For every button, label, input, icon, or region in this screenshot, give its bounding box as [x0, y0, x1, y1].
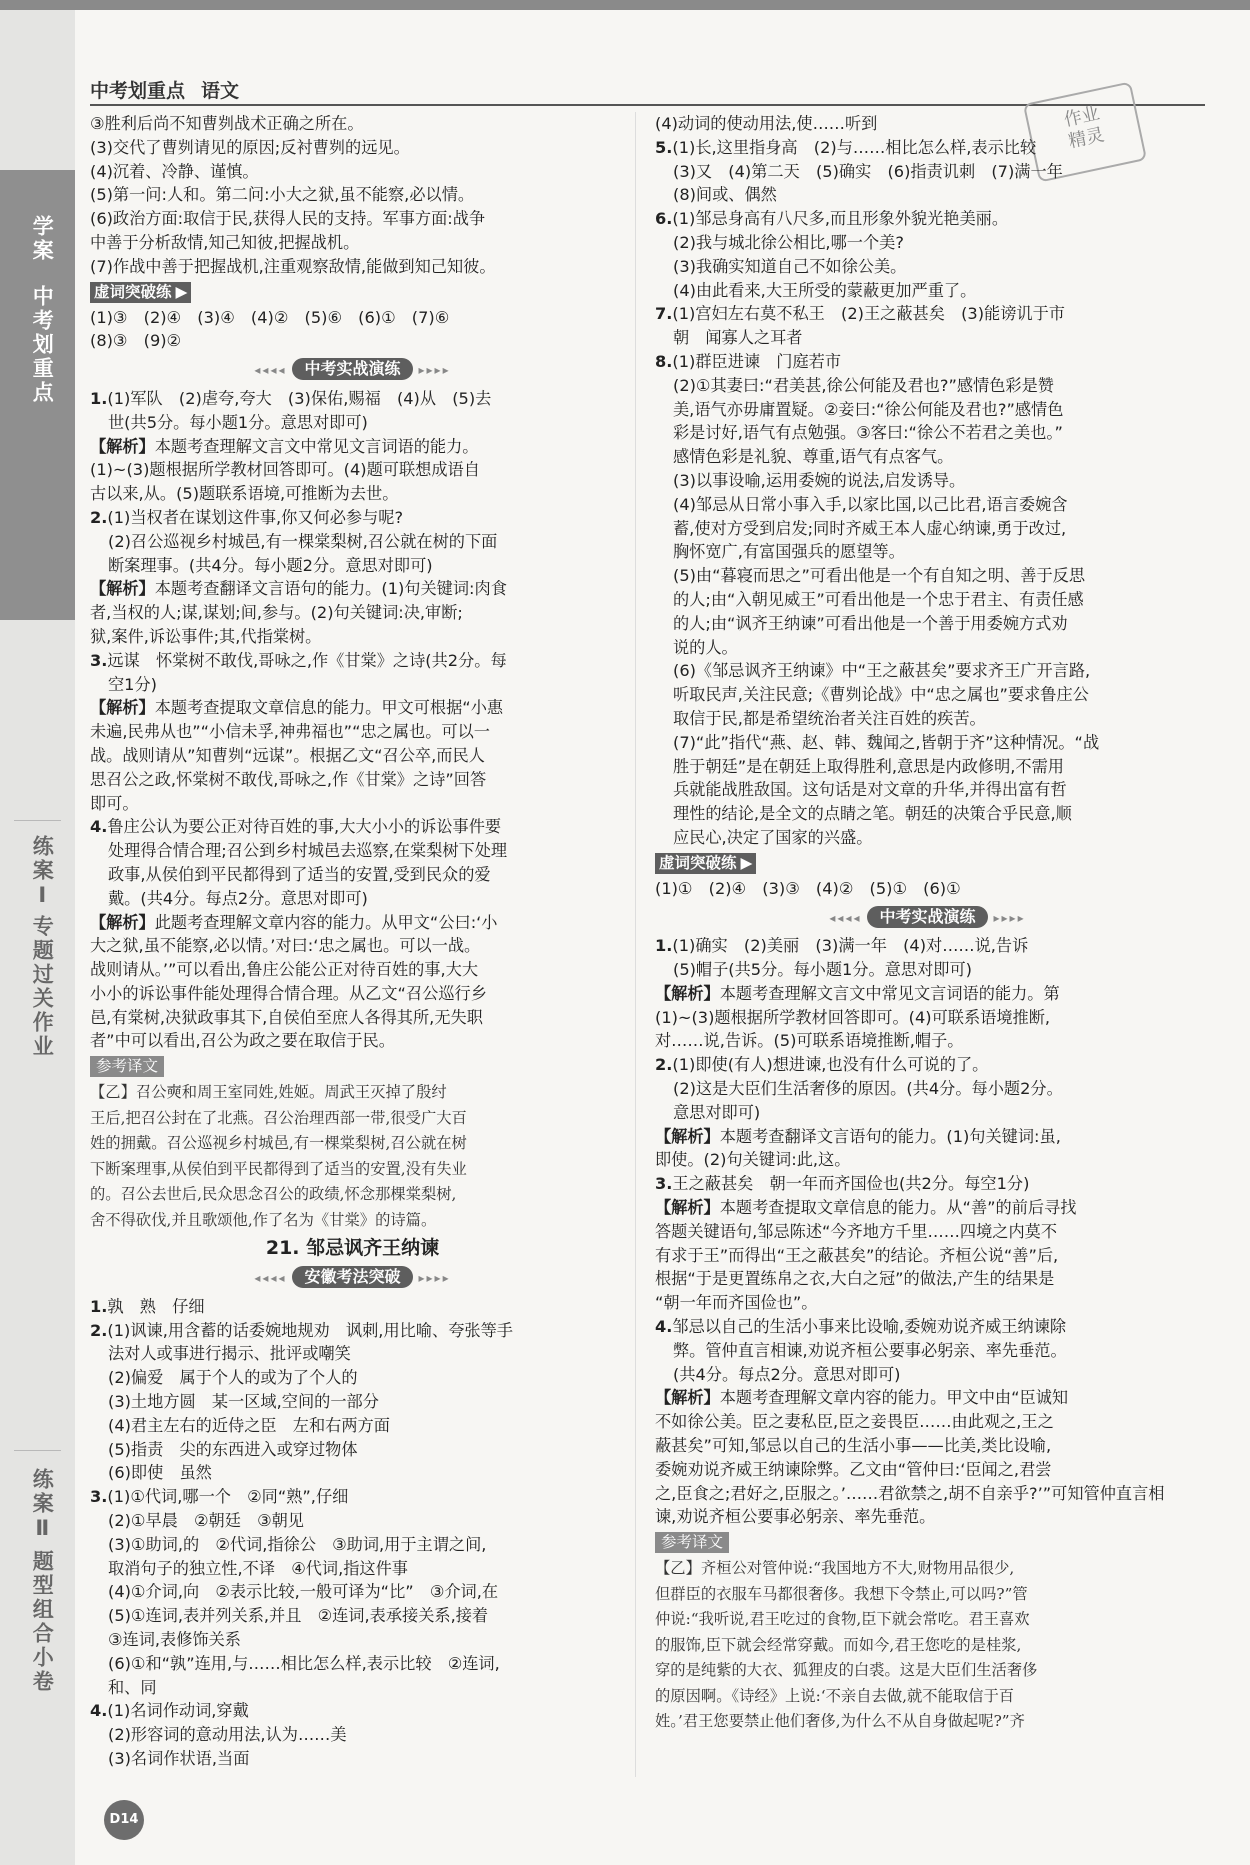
text-line: 下断案理事,从侯伯到平民都得到了适当的安置,没有失业 [90, 1159, 467, 1178]
ref-label: 参考译文 [655, 1532, 729, 1553]
intro-block [90, 112, 615, 279]
section-banner: ◂◂◂◂ 安徽考法突破 ▸▸▸▸ [254, 1267, 451, 1287]
answer-line: 朝 闻寡人之耳者 [673, 328, 803, 348]
answer-line: 法对人或事进行揭示、批评或嘲笑 [108, 1344, 351, 1364]
answer-line: (3)以事设喻,运用委婉的说法,启发诱导。 [673, 470, 966, 490]
answer-line: 胸怀宽广,有富国强兵的愿望等。 [673, 542, 905, 562]
reference-translation [655, 1556, 1200, 1735]
analysis-line [90, 435, 615, 459]
question-number: 1. [655, 936, 673, 956]
side-label-lianan2: 练案Ⅱ [30, 1468, 55, 1543]
analysis-line: (1)~(3)题根据所学教材回答即可。(4)题可联想成语自 [90, 460, 480, 480]
answer-line [90, 815, 615, 839]
answer-line [655, 302, 1200, 326]
analysis-line [90, 696, 615, 720]
text-line: (8)③ (9)② [90, 331, 182, 351]
question-number: 2. [655, 1055, 673, 1075]
analysis-line: 大之狱,虽不能察,必以情。’对曰:‘忠之属也。可以一战。 [90, 936, 481, 956]
text-line: 的服饰,臣下就会经常穿戴。而如今,君王您吃的是桂浆, [655, 1635, 1022, 1654]
question-3 [90, 649, 615, 816]
answer-text: (1)确实 (2)美丽 (3)满一年 (4)对……说,告诉 [672, 936, 1029, 956]
answer-text: 远谋 怀棠树不敢伐,哥咏之,作《甘棠》之诗(共2分。每 [107, 650, 507, 670]
text-line: (3)交代了曹刿请见的原因;反衬曹刿的远见。 [90, 137, 410, 157]
question-number: 4. [90, 817, 108, 837]
analysis-label: 【解析】 [90, 698, 155, 718]
answer-line [90, 649, 615, 673]
analysis-line [655, 1386, 1200, 1410]
text-line: (1)③ (2)④ (3)④ (4)② (5)⑥ (6)① (7)⑥ [90, 307, 450, 327]
text-line: (5)第一问:人和。第二问:小大之狱,虽不能察,必以情。 [90, 185, 475, 205]
answer-line [90, 1699, 615, 1723]
side-label-lianan1: 练案Ⅰ [30, 835, 55, 910]
practice-question-2 [655, 1053, 1200, 1172]
answer-text: (1)讽谏,用含蓄的话委婉地规劝 讽刺,用比喻、夸张等手 [107, 1320, 513, 1340]
analysis-label: 【解析】 [655, 1198, 720, 1218]
answer-line: (3)①助词,的 ②代词,指徐公 ③助词,用于主谓之间, [108, 1534, 487, 1554]
answer-line [655, 1315, 1200, 1339]
answer-text: (1)①代词,哪一个 ②同“熟”,仔细 [107, 1487, 349, 1507]
answer-line: (2)①早晨 ②朝廷 ③朝见 [108, 1511, 304, 1531]
answer-line: (5)指责 尖的东西进入或穿过物体 [108, 1439, 358, 1459]
left-column [90, 112, 615, 1771]
answer-text: (1)宫妇左右莫不私王 (2)王之蔽甚矣 (3)能谤讥于市 [672, 304, 1065, 324]
answer-line: 的人;由“入朝见威王”可看出他是一个忠于君主、有责任感 [673, 589, 1084, 609]
text-line: 仲说:“我听说,君王吃过的食物,臣下就会常吃。君王喜欢 [655, 1610, 1030, 1629]
ref-label: 参考译文 [90, 1056, 164, 1077]
answer-text: 鲁庄公认为要公正对待百姓的事,大大小小的诉讼事件要 [107, 817, 502, 837]
analysis-line: 小小的诉讼事件能处理得合情合理。从乙文“召公巡行乡 [90, 983, 487, 1003]
top-strip [0, 0, 1250, 10]
answer-text: (1)邹忌身高有八尺多,而且形象外貌光艳美丽。 [672, 209, 1009, 229]
stamp-line: 作业 [1061, 102, 1102, 131]
answer-line [655, 1053, 1200, 1077]
section-banner: ◂◂◂◂ 中考实战演练 ▸▸▸▸ [254, 359, 451, 379]
anhui-question-2 [90, 1319, 615, 1486]
analysis-text: 本题考查翻译文言语句的能力。(1)句关键词:虽, [719, 1126, 1061, 1146]
answer-line: 政事,从侯伯到平民都得到了适当的安置,受到民众的爱 [108, 864, 491, 884]
analysis-text: 此题考查理解文章内容的能力。从甲文“公曰:‘小 [154, 912, 498, 932]
anhui-question-4 [90, 1699, 615, 1770]
section-banner: ◂◂◂◂ 中考实战演练 ▸▸▸▸ [829, 906, 1026, 926]
answer-line: (4)君主左右的近侍之臣 左和右两方面 [108, 1415, 390, 1435]
banner-title: 中考实战演练 [867, 906, 987, 928]
answer-line: 兵就能战胜敌国。这句话是对文章的升华,并得出富有哲 [673, 780, 1067, 800]
analysis-line: (1)~(3)题根据所学教材回答即可。(4)可联系语境推断, [655, 1007, 1051, 1027]
practice-question-4 [655, 1315, 1200, 1529]
page-title [90, 76, 1205, 103]
text-line: 王后,把召公封在了北燕。召公治理西部一带,很受广大百 [90, 1108, 467, 1127]
answer-line [90, 506, 615, 530]
answer-line: 意思对即可) [673, 1102, 761, 1122]
analysis-label: 【解析】 [655, 1388, 720, 1408]
answer-text: (1)群臣进谏 门庭若市 [672, 351, 842, 371]
question-8 [655, 350, 1200, 850]
answer-line: (6)①和“孰”连用,与……相比怎么样,表示比较 ②连词, [108, 1653, 500, 1673]
answer-line [90, 1295, 615, 1319]
question-number: 8. [655, 351, 673, 371]
answer-line [655, 1172, 1200, 1196]
anhui-question-1 [90, 1295, 615, 1319]
answer-line: (6)即使 虽然 [108, 1463, 212, 1483]
answer-line: (3)我确实知道自己不如徐公美。 [673, 256, 907, 276]
analysis-line [90, 911, 615, 935]
analysis-line [655, 982, 1200, 1006]
answer-line: (4)①介词,向 ②表示比较,一般可译为“比” ③介词,在 [108, 1582, 499, 1602]
analysis-label: 【解析】 [655, 1126, 720, 1146]
answer-line: (2)①其妻曰:“君美甚,徐公何能及君也?”感情色彩是赞 [673, 375, 1054, 395]
analysis-line: 答题关键语句,邹忌陈述“今齐地方千里……四境之内莫不 [655, 1221, 1058, 1241]
answer-text: (1)当权者在谋划这件事,你又何必参与呢? [107, 507, 404, 527]
answer-line: 感情色彩是礼貌、尊重,语气有点客气。 [673, 447, 954, 467]
answer-text: 邹忌以自己的生活小事来比设喻,委婉劝说齐威王纳谏除 [672, 1317, 1067, 1337]
answer-line: (共4分。每点2分。意思对即可) [673, 1364, 901, 1384]
side-label-zhongkao: 中考划重点 [30, 285, 55, 405]
answer-line: 和、同 [108, 1677, 157, 1697]
analysis-text: 本题考查提取文章信息的能力。从“善”的前后寻找 [719, 1198, 1077, 1218]
answer-line [655, 207, 1200, 231]
question-number: 1. [90, 1296, 108, 1316]
text-line: (4)动词的使动用法,使……听到 [655, 114, 878, 133]
answer-line: (6)《邹忌讽齐王纳谏》中“王之蔽甚矣”要求齐王广开言路, [673, 661, 1091, 681]
subject-label: 语文 [201, 80, 240, 102]
analysis-line: 即可。 [90, 793, 139, 813]
lesson-title: 21. 邹忌讽齐王纳谏 [265, 1237, 440, 1260]
answer-line [655, 136, 1200, 160]
answer-line: 处理得合情合理;召公到乡村城邑去巡察,在棠梨树下处理 [108, 841, 508, 861]
answer-text: 王之蔽甚矣 朝一年而齐国俭也(共2分。每空1分) [672, 1174, 1030, 1194]
answer-line: (2)我与城北徐公相比,哪一个美? [673, 232, 904, 252]
answer-line: 戴。(共4分。每点2分。意思对即可) [108, 888, 368, 908]
answer-line: 取消句子的独立性,不译 ④代词,指这件事 [108, 1558, 408, 1578]
analysis-line [655, 1125, 1200, 1149]
column-divider [635, 112, 636, 1777]
answer-line: 听取民声,关注民意;《曹刿论战》中“忠之属也”要求鲁庄公 [673, 685, 1089, 705]
answer-line: 断案理事。(共4分。每小题2分。意思对即可) [108, 555, 433, 575]
answer-line: 蓄,使对方受到启发;同时齐威王本人虚心纳谏,勇于改过, [673, 518, 1067, 538]
analysis-line [655, 1196, 1200, 1220]
book-title: 中考划重点 [90, 80, 186, 102]
answer-line: (2)形容词的意动用法,认为……美 [108, 1725, 347, 1745]
practice-question-1 [655, 934, 1200, 1053]
analysis-line: 战。战则请从”知曹刿“远谋”。根据乙文“召公卒,而民人 [90, 745, 485, 765]
answer-line: 弊。管仲直言相谏,劝说齐桓公要事必躬亲、率先垂范。 [673, 1340, 1067, 1360]
answer-text: (1)即使(有人)想进谏,也没有什么可说的了。 [672, 1055, 989, 1075]
xuci-answers [90, 306, 615, 354]
text-line: 的原因啊。《诗经》上说:‘不亲自去做,就不能取信于百 [655, 1686, 1015, 1705]
text-line: 的。召公去世后,民众思念召公的政绩,怀念那棵棠梨树, [90, 1185, 457, 1204]
answer-line: 理性的结论,是全文的点睛之笔。朝廷的决策合乎民意,顺 [673, 804, 1072, 824]
text-line: 【乙】召公奭和周王室同姓,姓姬。周武王灭掉了殷纣 [90, 1083, 447, 1102]
side-separator [14, 1450, 61, 1451]
question-6 [655, 207, 1200, 302]
answer-text: (1)长,这里指身高 (2)与……相比怎么样,表示比较 [672, 137, 1037, 157]
question-number: 5. [655, 137, 673, 157]
analysis-line: 古以来,从。(5)题联系语境,可推断为去世。 [90, 484, 399, 504]
analysis-line: 蔽甚矣”可知,邹忌以自己的生活小事——比美,类比设喻, [655, 1436, 1052, 1456]
analysis-line: 不如徐公美。臣之妻私臣,臣之妾畏臣……由此观之,王之 [655, 1412, 1054, 1432]
answer-line: (2)这是大臣们生活奢侈的原因。(共4分。每小题2分。 [673, 1079, 1063, 1099]
text-line: ③胜利后尚不知曹刿战术正确之所在。 [90, 114, 364, 133]
question-2 [90, 506, 615, 649]
question-7 [655, 302, 1200, 350]
answer-line [90, 1485, 615, 1509]
analysis-line: 谏,劝说齐桓公要事必躬亲、率先垂范。 [655, 1507, 936, 1527]
answer-line: (2)偏爱 属于个人的或为了个人的 [108, 1368, 358, 1388]
answer-line: 彩是讨好,语气有点勉强。③客曰:“徐公不若君之美也。” [673, 423, 1063, 443]
answer-line: (5)由“暮寝而思之”可看出他是一个有自知之明、善于反思 [673, 566, 1086, 586]
question-5 [655, 136, 1200, 207]
answer-line: (5)帽子(共5分。每小题1分。意思对即可) [673, 960, 972, 980]
analysis-text: 本题考查翻译文言语句的能力。(1)句关键词:肉食 [154, 579, 507, 599]
analysis-line: 未遍,民弗从也”“小信未孚,神弗福也”“忠之属也。可以一 [90, 722, 490, 742]
answer-line [90, 387, 615, 411]
answer-line: (3)名词作状语,当面 [108, 1749, 250, 1769]
analysis-line: 对……说,告诉。(5)可联系语境推断,帽子。 [655, 1031, 964, 1051]
analysis-label: 【解析】 [655, 983, 720, 1003]
answer-line: ③连词,表修饰关系 [108, 1630, 241, 1650]
analysis-line: 之,臣食之;君好之,臣服之。’……君欲禁之,胡不自亲乎?’”可知管仲直言相 [655, 1483, 1165, 1503]
question-4 [90, 815, 615, 1053]
xuci-label: 虚词突破练 ▶ [655, 853, 756, 874]
reference-translation [90, 1080, 615, 1233]
question-number: 3. [655, 1174, 673, 1194]
answer-line: 胜于朝廷”是在朝廷上取得胜利,意思是内政修明,不需用 [673, 756, 1064, 776]
answer-text: (1)名词作动词,穿戴 [107, 1701, 249, 1721]
answer-line: (4)邹忌从日常小事入手,以家比国,以己比君,语言委婉含 [673, 494, 1068, 514]
analysis-line: 委婉劝说齐威王纳谏除弊。乙文由“管仲曰:‘臣闻之,君尝 [655, 1459, 1052, 1479]
answer-line: (8)间或、偶然 [673, 185, 777, 205]
answer-line: (2)召公巡视乡村城邑,有一棵棠梨树,召公就在树的下面 [108, 531, 498, 551]
question-number: 7. [655, 304, 673, 324]
anhui-question-3 [90, 1485, 615, 1699]
side-label-xuean: 学案 [30, 215, 55, 263]
answer-line: (3)又 (4)第二天 (5)确实 (6)指责讥刺 (7)满一年 [673, 161, 1063, 181]
text-line: (7)作战中善于把握战机,注重观察敌情,能做到知己知彼。 [90, 256, 496, 276]
answer-line: (4)由此看来,大王所受的蒙蔽更加严重了。 [673, 280, 977, 300]
question-number: 3. [90, 650, 108, 670]
answer-line: (7)“此”指代“燕、赵、韩、魏闻之,皆朝于齐”这种情况。“战 [673, 732, 1100, 752]
practice-question-3 [655, 1172, 1200, 1315]
text-line: 但群臣的衣服车马都很奢侈。我想下令禁止,可以吗?”管 [655, 1584, 1028, 1603]
text-line: 中善于分析敌情,知己知彼,把握战机。 [90, 232, 360, 252]
analysis-line: 根据“于是更置练帛之衣,大白之冠”的做法,产生的结果是 [655, 1269, 1055, 1289]
banner-title: 中考实战演练 [292, 358, 412, 380]
answer-line: 说的人。 [673, 637, 738, 657]
question-number: 4. [655, 1317, 673, 1337]
question-number: 6. [655, 209, 673, 229]
analysis-line: 者”中可以看出,召公为政之要在取信于民。 [90, 1031, 395, 1051]
side-label-tixing: 题型组合小卷 [30, 1550, 55, 1694]
continued-block [655, 112, 1200, 136]
side-separator [14, 820, 61, 821]
text-line: (1)① (2)④ (3)③ (4)② (5)① (6)① [655, 878, 961, 898]
analysis-line: 者,当权的人;谋,谋划;间,参与。(2)句关键词:决,审断; [90, 603, 463, 623]
xuci-answers [655, 877, 1200, 901]
text-line: 【乙】齐桓公对管仲说:“我国地方不大,财物用品很少, [655, 1559, 1015, 1578]
question-1 [90, 387, 615, 506]
analysis-line: 有求于王”而得出“王之蔽甚矣”的结论。齐桓公说“善”后, [655, 1245, 1059, 1265]
analysis-label: 【解析】 [90, 912, 155, 932]
question-number: 2. [90, 507, 108, 527]
answer-line [90, 1319, 615, 1343]
analysis-line: 邑,有棠树,决狱政事其下,自侯伯至庶人各得其所,无失职 [90, 1007, 483, 1027]
analysis-text: 本题考查理解文章内容的能力。甲文中由“臣诚知 [719, 1388, 1069, 1408]
stamp-line: 精灵 [1066, 124, 1107, 153]
answer-line: 取信于民,都是希望统治者关注百姓的疾苦。 [673, 708, 986, 728]
text-line: 舍不得砍伐,并且歌颂他,作了名为《甘棠》的诗篇。 [90, 1210, 437, 1229]
analysis-line: “朝一年而齐国俭也”。 [655, 1293, 818, 1313]
text-line: 穿的是纯紫的大衣、狐狸皮的白裘。这是大臣们生活奢侈 [655, 1661, 1038, 1680]
answer-line: 世(共5分。每小题1分。意思对即可) [108, 412, 368, 432]
right-column [655, 112, 1200, 1735]
answer-line [655, 934, 1200, 958]
answer-line: 的人;由“讽齐王纳谏”可看出他是一个善于用委婉方式劝 [673, 613, 1068, 633]
question-number: 1. [90, 388, 108, 408]
analysis-line: 狱,案件,诉讼事件;其,代指棠树。 [90, 626, 322, 646]
answer-text: 孰 熟 仔细 [107, 1296, 205, 1316]
text-line: (6)政治方面:取信于民,获得人民的支持。军事方面:战争 [90, 209, 486, 229]
analysis-text: 本题考查提取文章信息的能力。甲文可根据“小惠 [154, 698, 504, 718]
side-label-zhuanti: 专题过关作业 [30, 915, 55, 1059]
analysis-text: 本题考查理解文言文中常见文言词语的能力。第 [719, 983, 1060, 1003]
analysis-text: 本题考查理解文言文中常见文言词语的能力。 [154, 436, 479, 456]
analysis-line: 即使。(2)句关键词:此,这。 [655, 1150, 851, 1170]
page-number-badge: D14 [104, 1800, 144, 1840]
answer-line: (3)土地方圆 某一区域,空间的一部分 [108, 1392, 379, 1412]
xuci-label: 虚词突破练 ▶ [90, 282, 191, 303]
analysis-line: 思召公之政,怀棠树不敢伐,哥咏之,作《甘棠》之诗”回答 [90, 769, 487, 789]
answer-line: 应民心,决定了国家的兴盛。 [673, 827, 873, 847]
question-number: 4. [90, 1701, 108, 1721]
text-line: 姓的拥戴。召公巡视乡村城邑,有一棵棠梨树,召公就在树 [90, 1134, 467, 1153]
analysis-line [90, 577, 615, 601]
analysis-label: 【解析】 [90, 579, 155, 599]
answer-line [655, 350, 1200, 374]
answer-line: 空1分) [108, 674, 157, 694]
question-number: 3. [90, 1487, 108, 1507]
answer-text: (1)军队 (2)虐夸,夸大 (3)保佑,赐福 (4)从 (5)去 [107, 388, 492, 408]
answer-line: 美,语气亦毋庸置疑。②妾曰:“徐公何能及君也?”感情色 [673, 399, 1064, 419]
question-number: 2. [90, 1320, 108, 1340]
text-line: 姓。’君王您要禁止他们奢侈,为什么不从自身做起呢?”齐 [655, 1712, 1025, 1731]
analysis-label: 【解析】 [90, 436, 155, 456]
analysis-line: 战则请从。’”可以看出,鲁庄公能公正对待百姓的事,大大 [90, 960, 479, 980]
text-line: (4)沉着、冷静、谨慎。 [90, 161, 259, 181]
banner-title: 安徽考法突破 [292, 1266, 412, 1288]
answer-line: (5)①连词,表并列关系,并且 ②连词,表承接关系,接着 [108, 1606, 489, 1626]
